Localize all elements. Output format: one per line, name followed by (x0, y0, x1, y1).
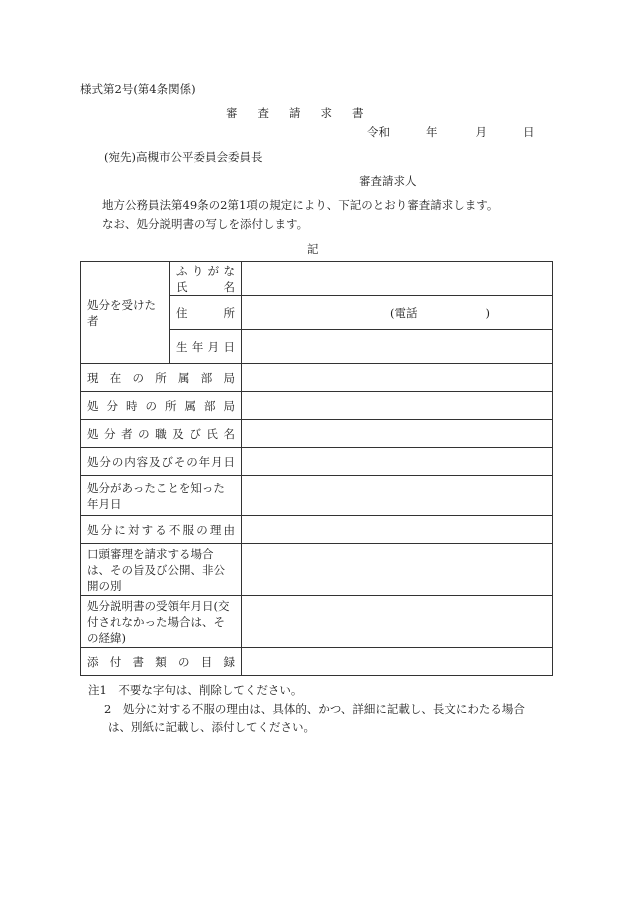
date-month-label: 月 (475, 125, 487, 139)
department-at-disposition-label-cell (81, 392, 242, 420)
objection-reason-label: 処分に対する不服の理由 (87, 522, 235, 537)
knowledge-date-label-cell (81, 476, 242, 516)
date-day-label: 日 (523, 125, 535, 139)
birthdate-label: 生年月日 (176, 339, 235, 354)
disposer-label: 処分者の職及び氏名 (87, 426, 235, 441)
phone-close-paren: ) (485, 305, 490, 320)
note-1: 注1 不要な字句は、削除してください。 (88, 683, 303, 697)
knowledge-date-field[interactable] (242, 476, 553, 516)
date-year-label: 年 (426, 125, 438, 139)
name-field[interactable] (242, 262, 553, 296)
table-row (81, 648, 553, 676)
requester-label: 審査請求人 (359, 174, 417, 188)
oral-hearing-label: 口頭審理を請求する場合は、その旨及び公開、非公開の別 (87, 546, 225, 593)
department-at-disposition-field[interactable] (242, 392, 553, 420)
current-department-label-cell (81, 364, 242, 392)
address-field[interactable] (242, 296, 553, 330)
attachments-label: 添付書類の目録 (87, 654, 235, 669)
date-line (367, 125, 535, 139)
request-form-table (80, 261, 553, 676)
table-row (81, 420, 553, 448)
table-row (81, 262, 553, 296)
phone-label: (電話 (390, 305, 418, 320)
address-label: 住所 (176, 305, 235, 320)
body-text-line-1: 地方公務員法第49条の2第1項の規定により、下記のとおり審査請求します。 (102, 198, 499, 212)
attachments-label-cell (81, 648, 242, 676)
name-label: 氏名 (176, 279, 235, 294)
table-row (81, 364, 553, 392)
table-row (81, 516, 553, 544)
explanation-receipt-label-cell (81, 596, 242, 648)
disposer-field[interactable] (242, 420, 553, 448)
date-era: 令和 (367, 125, 390, 139)
recipient-group-label-cell (81, 262, 170, 364)
birthdate-label-cell (170, 330, 242, 364)
ki-heading: 記 (307, 242, 319, 256)
address-label-cell (170, 296, 242, 330)
attachments-field[interactable] (242, 648, 553, 676)
oral-hearing-label-cell (81, 544, 242, 596)
table-row (81, 448, 553, 476)
oral-hearing-field[interactable] (242, 544, 553, 596)
recipient-group-label: 処分を受けた者 (87, 297, 156, 328)
table-row (81, 544, 553, 596)
note-2-continued: は、別紙に記載し、添付してください。 (108, 720, 315, 734)
body-text-line-2: なお、処分説明書の写しを添付します。 (102, 217, 309, 231)
furigana-label: ふりがな (176, 263, 235, 278)
document-title: 審査請求書 (226, 106, 384, 120)
current-department-field[interactable] (242, 364, 553, 392)
table-row (81, 476, 553, 516)
objection-reason-field[interactable] (242, 516, 553, 544)
addressee: (宛先)高槻市公平委員会委員長 (104, 150, 263, 164)
disposer-label-cell (81, 420, 242, 448)
department-at-disposition-label: 処分時の所属部局 (87, 398, 235, 413)
form-number: 様式第2号(第4条関係) (80, 82, 196, 96)
disposition-content-label-cell (81, 448, 242, 476)
objection-reason-label-cell (81, 516, 242, 544)
explanation-receipt-label: 処分説明書の受領年月日(交付されなかった場合は、その経緯) (87, 598, 230, 645)
knowledge-date-label: 処分があったことを知った年月日 (87, 480, 225, 511)
name-label-cell (170, 262, 242, 296)
disposition-content-label: 処分の内容及びその年月日 (87, 454, 235, 469)
table-row (81, 596, 553, 648)
disposition-content-field[interactable] (242, 448, 553, 476)
note-2: 2 処分に対する不服の理由は、具体的、かつ、詳細に記載し、長文にわたる場合 (104, 702, 525, 716)
current-department-label: 現在の所属部局 (87, 370, 235, 385)
birthdate-field[interactable] (242, 330, 553, 364)
explanation-receipt-field[interactable] (242, 596, 553, 648)
table-row (81, 392, 553, 420)
